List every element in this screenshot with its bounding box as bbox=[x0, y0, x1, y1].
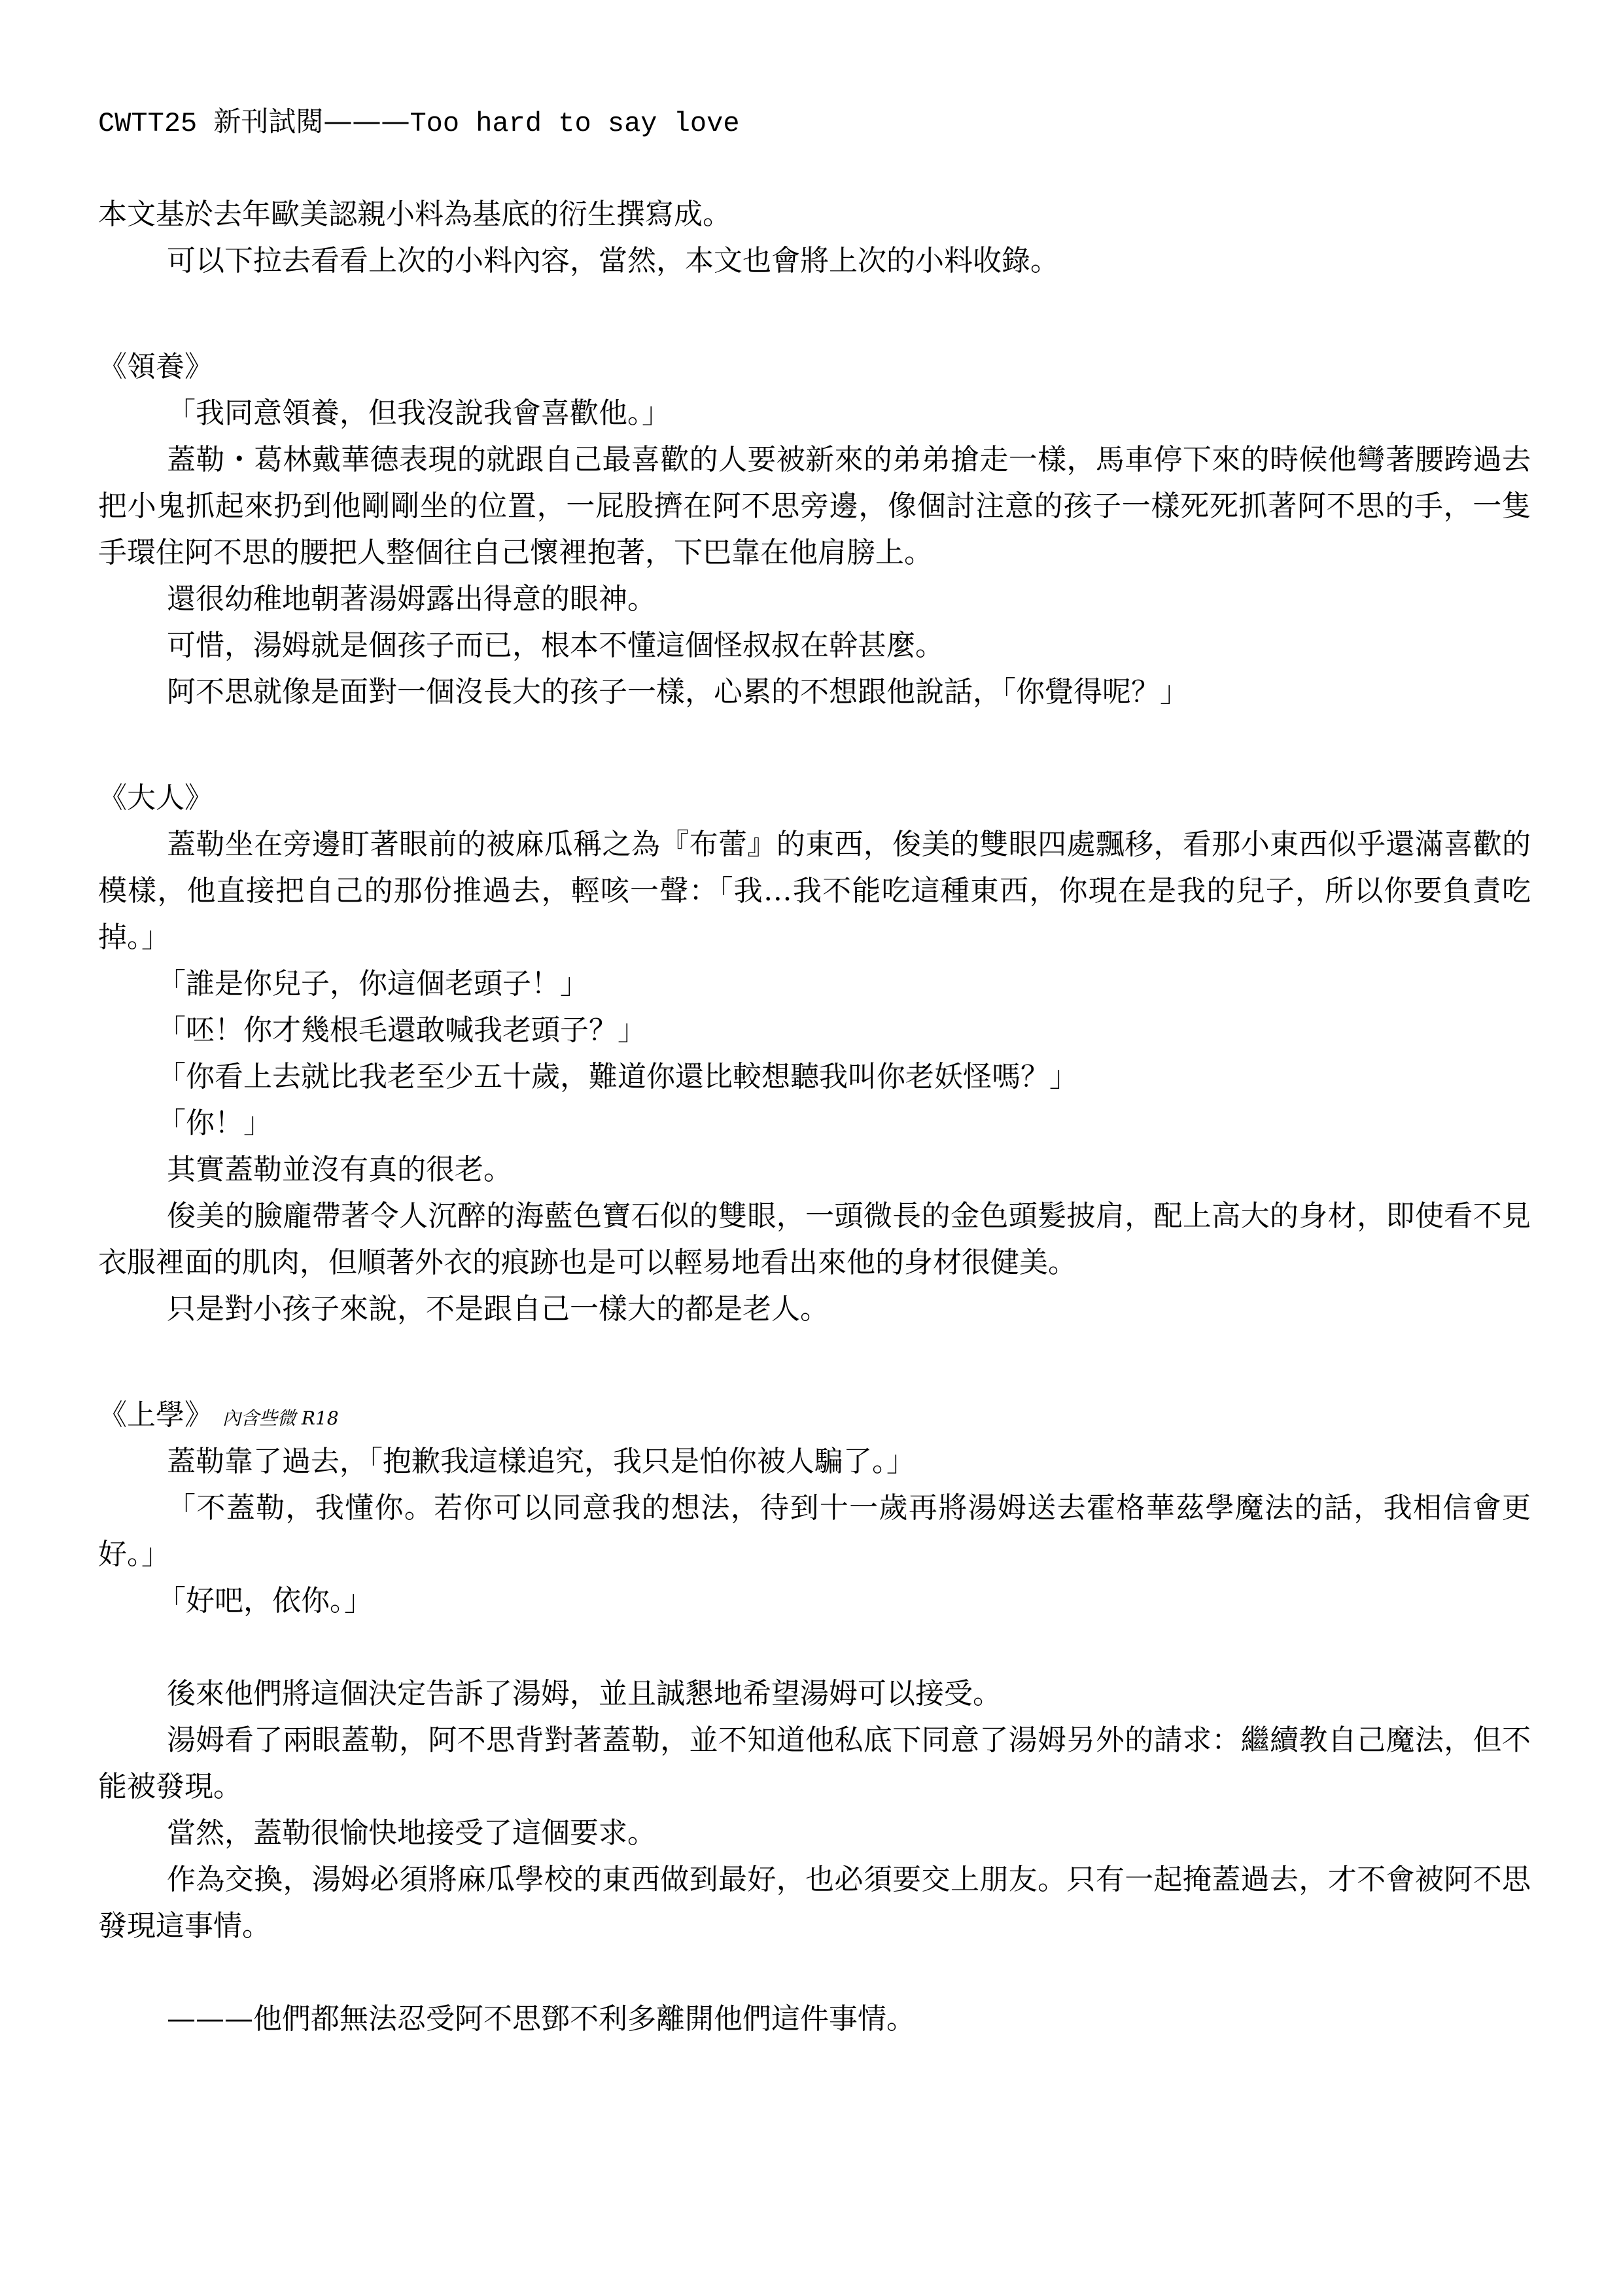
paragraph: 只是對小孩子來說，不是跟自己一樣大的都是老人。 bbox=[167, 1292, 829, 1326]
dialogue-line: 「誰是你兒子，你這個老頭子！」 bbox=[157, 967, 589, 1000]
paragraph: 俊美的臉龐帶著令人沉醉的海藍色寶石似的雙眼，一頭微長的金色頭髮披肩，配上高大的身材，即使看不見衣服裡面的肌肉，但順著外衣的痕跡也是可以輕易地看出來他的身材很健美。 bbox=[98, 1199, 1531, 1279]
paragraph: 蓋勒・葛林戴華德表現的就跟自己最喜歡的人要被新來的弟弟搶走一樣，馬車停下來的時候他彎著腰跨過去把小鬼抓起來扔到他剛剛坐的位置，一屁股擠在阿不思旁邊，像個討注意的孩子一樣死死抓著阿不思的手，一隻手環住阿不思的腰把人整個往自己懷裡抱著，下巴靠在他肩膀上。 bbox=[98, 443, 1531, 569]
section-heading-school-title: 《上學》 bbox=[98, 1398, 213, 1432]
header-prefix: CWTT25 新刊試閱 bbox=[98, 108, 324, 139]
paragraph: 蓋勒靠了過去，「抱歉我這樣追究，我只是怕你被人騙了。」 bbox=[167, 1445, 915, 1478]
header-title: Too hard to say love bbox=[410, 108, 740, 139]
intro-line-2: 可以下拉去看看上次的小料內容，當然，本文也會將上次的小料收錄。 bbox=[167, 244, 1059, 277]
closing-line: ———他們都無法忍受阿不思鄧不利多離開他們這件事情。 bbox=[167, 2002, 915, 2036]
paragraph: 「我同意領養，但我沒說我會喜歡他。」 bbox=[167, 397, 671, 430]
dialogue-line: 「你！」 bbox=[157, 1106, 272, 1140]
paragraph: 後來他們將這個決定告訴了湯姆，並且誠懇地希望湯姆可以接受。 bbox=[167, 1677, 1002, 1710]
dialogue-line: 「你看上去就比我老至少五十歲，難道你還比較想聽我叫你老妖怪嗎？」 bbox=[157, 1060, 1078, 1093]
paragraph: 湯姆看了兩眼蓋勒，阿不思背對著蓋勒，並不知道他私底下同意了湯姆另外的請求：繼續教自己魔法，但不能被發現。 bbox=[98, 1723, 1531, 1803]
content-note: 內含些微 R18 bbox=[222, 1407, 339, 1429]
paragraph: 阿不思就像是面對一個沒長大的孩子一樣，心累的不想跟他說話，「你覺得呢？」 bbox=[167, 675, 1189, 709]
header-dash: ——— bbox=[323, 105, 410, 138]
dialogue-line: 「呸！你才幾根毛還敢喊我老頭子？」 bbox=[157, 1014, 646, 1047]
paragraph: 還很幼稚地朝著湯姆露出得意的眼神。 bbox=[167, 582, 656, 616]
document-page bbox=[98, 98, 1537, 2042]
paragraph: 「不蓋勒，我懂你。若你可以同意我的想法，待到十一歲再將湯姆送去霍格華茲學魔法的話，我相信會更好。」 bbox=[98, 1491, 1531, 1571]
paragraph: 可惜，湯姆就是個孩子而已，根本不懂這個怪叔叔在幹甚麼。 bbox=[167, 629, 944, 662]
section-heading-adoption: 《領養》 bbox=[98, 350, 213, 383]
paragraph: 其實蓋勒並沒有真的很老。 bbox=[167, 1153, 512, 1186]
section-heading-adult: 《大人》 bbox=[98, 781, 213, 815]
section-heading-school bbox=[98, 1392, 1537, 1438]
header-line bbox=[98, 98, 1537, 145]
paragraph: 當然，蓋勒很愉快地接受了這個要求。 bbox=[167, 1816, 656, 1850]
paragraph: 作為交換，湯姆必須將麻瓜學校的東西做到最好，也必須要交上朋友。只有一起掩蓋過去，才不會被阿不思發現這事情。 bbox=[98, 1863, 1531, 1943]
intro-line-1: 本文基於去年歐美認親小料為基底的衍生撰寫成。 bbox=[98, 198, 731, 231]
paragraph: 蓋勒坐在旁邊盯著眼前的被麻瓜稱之為『布蕾』的東西，俊美的雙眼四處飄移，看那小東西似乎還滿喜歡的模樣，他直接把自己的那份推過去，輕咳一聲：「我…我不能吃這種東西，你現在是我的兒子，所以你要負責吃掉。」 bbox=[98, 828, 1531, 954]
dialogue-line: 「好吧，依你。」 bbox=[157, 1584, 373, 1617]
